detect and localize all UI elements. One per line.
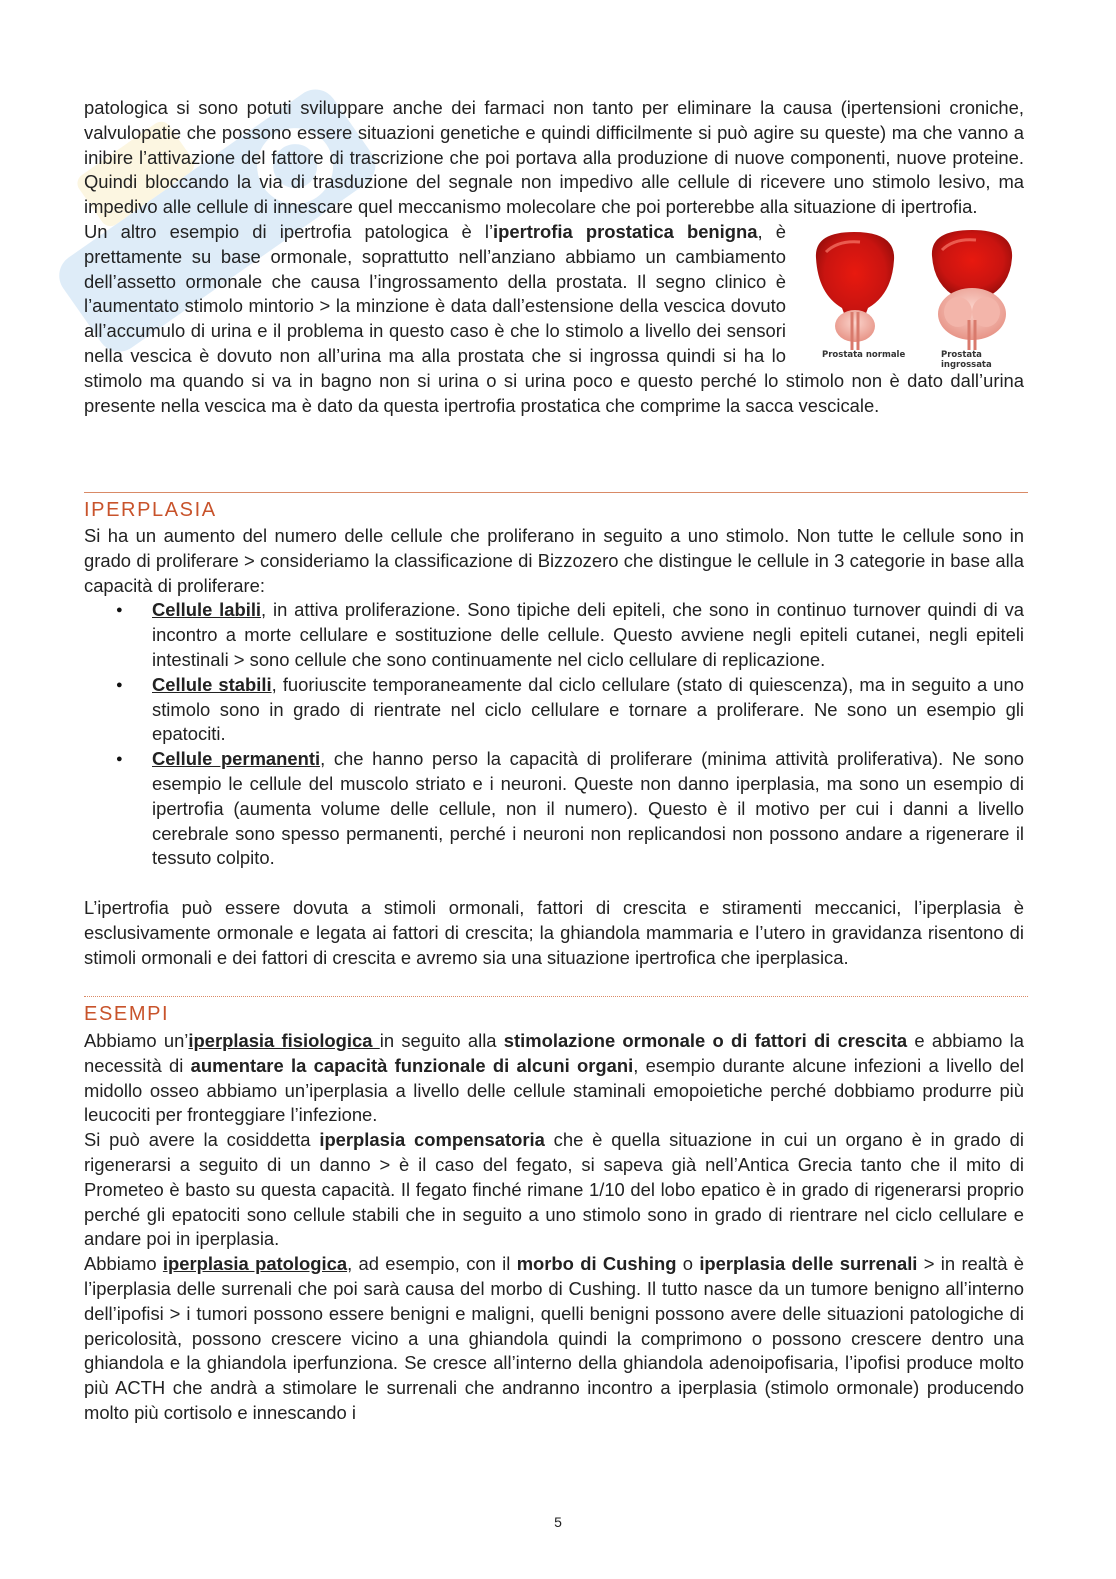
enlarged-prostate-drawing bbox=[932, 230, 1012, 350]
section-title: IPERPLASIA bbox=[84, 499, 217, 521]
iperplasia-block bbox=[84, 524, 1024, 970]
esempi-paragraph: Si può avere la cosiddetta iperplasia compensatoria che è quella situazione in cui un organo è in grado di rigenerarsi a seguito di un danno > è il caso del fegato, si sapeva già nell’Antica Grecia tanto che il mito di Prometeo è basto su questa capacità. Il fegato finché rimane 1/10 del lobo epatico è in grado di rigenerarsi proprio perché gli epatociti sono cellule stabili che in seguito a uno stimolo sono in grado di rientrare nel ciclo cellulare e andare poi in iperplasia. bbox=[84, 1129, 1024, 1250]
esempi-paragraph: Abbiamo un’iperplasia fisiologica in seguito alla stimolazione ormonale o di fattori di crescita e abbiamo la necessità di aumentare la capacità funzionale di alcuni organi, esempio durante alcune infezioni a livello del midollo osseo abbiamo un’iperplasia a livello delle cellule staminali emopoietiche perché dobbiamo produrre più leucociti per fronteggiare l’infezione. bbox=[84, 1030, 1024, 1126]
prostate-paragraph: Un altro esempio di ipertrofia patologica è l’ipertrofia prostatica benigna, è prettamente su base ormonale, soprattutto nell’anziano abbiamo un cambiamento dell’assetto ormonale che causa l’ingrossamento della prostata. Il segno clinico è l’aumentato stimolo mintorio > la minzione è data dall’estensione della vescica dovuto all’accumulo di urina e il problema in questo caso è che lo stimolo a livello dei sensori nella vescica è dovuto non all’urina ma alla prostata che si ingrossa quindi si ha lo stimolo ma quando si va in bagno non si urina o si urina poco e questo perché lo stimolo non è dato dall’urina presente nella vescica ma è dato da questa ipertrofia prostatica che comprime la sacca vescicale. bbox=[84, 220, 1024, 416]
iperplasia-closing: L’ipertrofia può essere dovuta a stimoli ormonali, fattori di crescita e stiramenti meccanici, l’iperplasia è esclusivamente ormonale e legata ai fattori di crescita; la ghiandola mammaria e l’utero in gravidanza risentono di stimoli ormonali e dei fattori di crescita e avremo sia una situazione ipertrofica che iperplasica. bbox=[84, 896, 1024, 968]
section-rule bbox=[84, 492, 1028, 493]
list-item: ● Cellule permanenti, che hanno perso la capacità di proliferare (minima attività proliferativa). Ne sono esempio le cellule del muscolo striato e i neuroni. Queste non danno iperplasia, ma sono un esempio di ipertrofia (aumenta volume delle cellule, non il numero). Questo è il motivo per cui i danni a livello cerebrale sono spesso permanenti, perché i neuroni non replicandosi non possono andare a rigenerare il tessuto colpito. bbox=[152, 747, 1024, 871]
prostate-term: ipertrofia prostatica benigna bbox=[493, 220, 758, 242]
esempi-block bbox=[84, 1029, 1024, 1426]
section-title: ESEMPI bbox=[84, 1003, 170, 1025]
iperplasia-intro: Si ha un aumento del numero delle cellule che proliferano in seguito a uno stimolo. Non tutte le cellule sono in grado di proliferare > consideriamo la classificazione di Bizzozero che distingue le cellule in 3 categorie in base alla capacità di proliferare: bbox=[84, 525, 1024, 596]
section-rule bbox=[84, 996, 1028, 997]
esempi-paragraph: Abbiamo iperplasia patologica, ad esempio, con il morbo di Cushing o iperplasia delle surrenali > in realtà è l’iperplasia delle surrenali che poi sarà causa del morbo di Cushing. Il tutto nasce da un tumore benigno all’interno dell’ipofisi > i tumori possono essere benigni e maligni, quelli benigni possono avere delle situazioni patologiche di pericolosità, possono crescere vicino a una ghiandola quindi la comprimono o possono crescere dentro una ghiandola e la ghiandola iperfunziona. Se cresce all’interno della ghiandola adenoipofisaria, l’ipofisi produce molto più ACTH che andrà a stimolare le surrenali che andranno incontro a iperplasia (stimolo ormonale) producendo molto più cortisolo e innescando i bbox=[84, 1253, 1024, 1423]
page-number: 5 bbox=[554, 1514, 562, 1530]
normal-prostate-drawing bbox=[816, 232, 894, 350]
prostate-illustration bbox=[808, 228, 1026, 350]
prostate-figure bbox=[808, 228, 1026, 370]
intro-paragraph: patologica si sono potuti sviluppare anche dei farmaci non tanto per eliminare la causa (ipertensioni croniche, valvulopatie che possono essere situazioni genetiche e quindi difficilmente si può agire su queste) ma che vanno a inibire l’attivazione del fattore di trascrizione che poi portava alla produzione di nuove componenti, nuove proteine. Quindi bloccando la via di trasduzione del segnale non impedivo alle cellule di ricevere uno stimolo lesivo, ma impedivo alle cellule di innescare quel meccanismo molecolare che poi porterebbe alla situazione di ipertrofia. bbox=[84, 97, 1024, 218]
caption-enlarged: Prostata ingrossata bbox=[941, 350, 992, 370]
esempi-heading bbox=[84, 996, 1028, 1027]
caption-normal: Prostata normale bbox=[822, 350, 906, 360]
list-item: ● Cellule stabili, fuoriuscite temporaneamente dal ciclo cellulare (stato di quiescenza), ma in seguito a uno stimolo sono in grado di rientrate nel ciclo cellulare e tornare a proliferare. Ne sono un esempio gli epatociti. bbox=[152, 673, 1024, 747]
list-item: ● Cellule labili, in attiva proliferazione. Sono tipiche deli epiteli, che sono in continuo turnover quindi di va incontro a morte cellulare e sostituzione delle cellule. Questo avviene negli epiteli cutanei, negli epiteli intestinali > sono cellule che sono continuamente nel ciclo cellulare di replicazione. bbox=[152, 598, 1024, 672]
iperplasia-heading bbox=[84, 492, 1028, 523]
bizzozero-list bbox=[84, 598, 1024, 871]
